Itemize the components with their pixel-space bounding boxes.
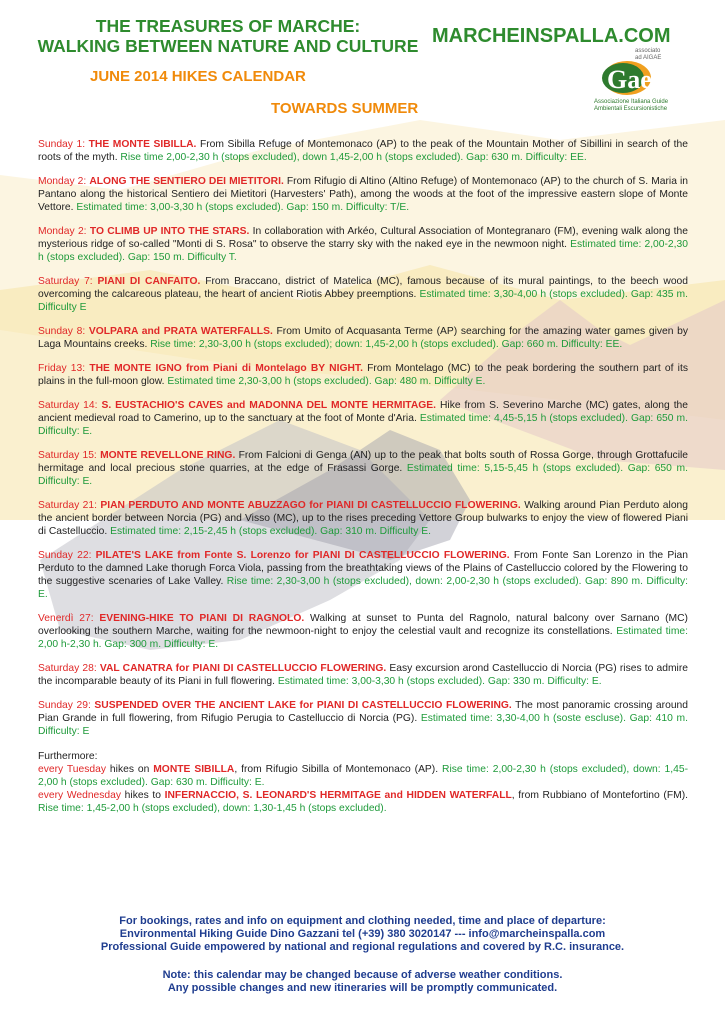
booking-contact[interactable]: Environmental Hiking Guide Dino Gazzani tel (+39) 380 3020147 --- info@marcheinspalla.com (119, 928, 606, 940)
hike-entry (38, 325, 688, 351)
hike-entry (38, 549, 688, 601)
hike-details: Estimated time: 3,30-4,00 h (stops excluded). Gap: 435 m. Difficulty E (38, 289, 688, 313)
hike-details: Estimated time 2,30-3,00 h (stops excluded). Gap: 480 m. Difficulty E. (164, 376, 486, 387)
hike-details: Estimated time: 4,45-5,15 h (stops excluded). Gap: 650 m. Difficulty: E. (38, 413, 688, 437)
hike-details: Estimated time: 5,15-5,45 h (stops excluded). Gap: 650 m. Difficulty: E. (38, 463, 688, 487)
hike-details: Rise time 2,00-2,30 h (stops excluded), down 1,45-2,00 h (stops excluded). Gap: 630 m. Difficulty: EE. (117, 152, 587, 163)
logo-assoc-line-1: associato (635, 48, 661, 54)
page-title (28, 16, 428, 56)
hike-title: ALONG THE SENTIERO DEI MIETITORI. (89, 176, 284, 187)
hike-entry (38, 399, 688, 438)
calendar-note (20, 969, 705, 995)
hike-date: Sunday 1: (38, 139, 89, 150)
furthermore-section (38, 750, 688, 815)
hike-entry (38, 225, 688, 264)
hike-description: From Braccano, district of Matelica (MC), famous because of its mural paintings, to the beech wood overcoming the calcareous plateau, the heart of ancient Riotis Abbey preemptions. (38, 276, 689, 300)
tuesday-hike (38, 763, 688, 789)
website-link[interactable]: MARCHEINSPALLA.COM (432, 25, 671, 47)
hike-entry (38, 275, 688, 314)
booking-info (20, 915, 705, 954)
hike-title: PIAN PERDUTO AND MONTE ABUZZAGO for PIANI DI CASTELLUCCIO FLOWERING. (100, 500, 521, 511)
hike-description: The most panoramic crossing around Pian Grande in full flowering, from Rifugio Perugia to Castelluccio di Norcia (PG). (38, 700, 688, 724)
hike-description: From Umito of Acquasanta Terme (AP) searching for the amazing water games given by Laga Mountains creeks. (38, 326, 688, 350)
hike-title: EVENING-HIKE TO PIANI DI RAGNOLO. (99, 613, 305, 624)
hike-details: Estimated time: 2,00-2,30 h (stops excluded). Gap: 150 m. Difficulty T. (38, 239, 688, 263)
hike-date: Monday 2: (38, 226, 90, 237)
wednesday-pre: hikes to (121, 790, 165, 801)
hike-description: From Fonte San Lorenzo in the Pian Perduto to the damned Lake thorugh Forca Viola, passing from the breathtaking views of the Plains of Castelluccio colored by the Flowering to the suggestive scenaries of Lake Valley. (38, 550, 688, 587)
wednesday-when: every Wednesday (38, 790, 122, 801)
hike-date: Saturday 15: (38, 450, 101, 461)
gae-logo-mark (594, 48, 704, 100)
hike-details: Estimated time: 3,30-4,00 h (soste escluse). Gap: 410 m. Difficulty: E (38, 713, 688, 737)
tuesday-when: every Tuesday (38, 764, 107, 775)
hike-entry (38, 362, 688, 388)
hike-date: Friday 13: (38, 363, 90, 374)
hike-date: Saturday 14: (38, 400, 102, 411)
note-line-1: Note: this calendar may be changed because of adverse weather conditions. (162, 969, 563, 981)
hike-date: Sunday 29: (38, 700, 95, 711)
tuesday-place: MONTE SIBILLA (153, 764, 235, 775)
wednesday-details: Rise time: 1,45-2,00 h (stops excluded), down: 1,30-1,45 h (stops excluded). (38, 803, 387, 814)
title-line-2: WALKING BETWEEN NATURE AND CULTURE (37, 36, 419, 56)
booking-line-1: For bookings, rates and info on equipment and clothing needed, time and place of departure: (119, 915, 606, 927)
hike-title: SUSPENDED OVER THE ANCIENT LAKE for PIANI DI CASTELLUCCIO FLOWERING. (94, 700, 512, 711)
hike-description: Easy excursion arond Castelluccio di Norcia (PG) rises to admire the incomparable beauty of its Piani in full flowering. (38, 663, 688, 687)
hike-description: Hike from S. Severino Marche (MC) gates, along the ancient medieval road to Camerino, up to the sanctuary at the foot of Monte d'Aria. (38, 400, 689, 424)
wednesday-text: , from Rubbiano of Montefortino (FM). (511, 790, 688, 801)
hike-details: Estimated time: 3,00-3,30 h (stops excluded). Gap: 330 m. Difficulty: E. (274, 676, 602, 687)
hike-title: MONTE REVELLONE RING. (100, 450, 236, 461)
hike-date: Sunday 8: (38, 326, 89, 337)
hike-title: THE MONTE SIBILLA. (88, 139, 197, 150)
booking-line-3: Professional Guide empowered by national and regional regulations and covered by R.C. insurance. (100, 941, 625, 953)
hike-description: Walking at sunset to Punta del Ragnolo, natural balcony over Sarnano (MC) overlooking the southern Marche, waiting for the newmoon-night to enjoy the celestial vault and recognize its constellations. (38, 613, 688, 637)
hike-date: Monday 2: (38, 176, 90, 187)
hike-title: VOLPARA and PRATA WATERFALLS. (88, 326, 273, 337)
hike-description: Walking around Pian Perduto along the ancient border between Norcia (PG) and Visso (MC), up to the rises preceding Vettore Group bulwarks to enjoy the view of flowered Piani di Castelluccio. (38, 500, 688, 537)
logo-mark-text: Gae (607, 65, 652, 94)
section-title: TOWARDS SUMMER (271, 100, 419, 117)
hike-date: Saturday 7: (38, 276, 98, 287)
wednesday-place: INFERNACCIO, S. LEONARD'S HERMITAGE and HIDDEN WATERFALL (164, 790, 512, 801)
hike-title: S. EUSTACHIO'S CAVES and MADONNA DEL MONTE HERMITAGE. (101, 400, 437, 411)
wednesday-hike (38, 789, 688, 815)
hike-entry (38, 499, 688, 538)
hike-date: Sunday 22: (38, 550, 96, 561)
hike-details: Rise time: 2,30-3,00 h (stops excluded), down: 2,00-2,30 h (stops excluded). Gap: 890 m. Difficulty: E. (38, 576, 688, 600)
note-line-2: Any possible changes and new itineraries will be promptly communicated. (167, 982, 558, 994)
hike-details: Rise time: 2,30-3,00 h (stops excluded); down: 1,45-2,00 h (stops excluded). Gap: 660 m. Difficulty: EE. (147, 339, 623, 350)
hike-date: Saturday 28: (38, 663, 100, 674)
tuesday-text: , from Rifugio Sibilla of Montemonaco (AP). (234, 764, 439, 775)
logo-assoc-line-2: ad AIGAE (635, 55, 662, 61)
logo-caption-2: Ambientali Escursionistiche (594, 106, 668, 112)
calendar-title: JUNE 2014 HIKES CALENDAR (90, 68, 306, 85)
hike-title: PIANI DI CANFAITO. (97, 276, 201, 287)
logo-caption-1: Associazione Italiana Guide (594, 99, 669, 105)
gae-logo (594, 48, 704, 118)
hike-date: Saturday 21: (38, 500, 101, 511)
hike-description: From Sibilla Refuge of Montemonaco (AP) to the peak of the Mountain Mother of Sibillini in search of the roots of the myth. (38, 139, 688, 163)
hike-description: From Falcioni di Genga (AN) up to the peak that bolts south of Rossa Gorge, through Grottafucile hermitage and local precious stone quarries, at the edge of Frasassi Gorge. (38, 450, 688, 474)
hike-entry (38, 449, 688, 488)
hike-entry (38, 612, 688, 651)
title-line-1: THE TREASURES OF MARCHE: (95, 16, 361, 36)
tuesday-pre: hikes on (106, 764, 154, 775)
hike-title: THE MONTE IGNO from Piani di Montelago BY NIGHT. (89, 363, 363, 374)
furthermore-label: Furthermore: (38, 751, 98, 762)
hike-entry (38, 138, 688, 164)
hike-entry (38, 699, 688, 738)
hike-details: Estimated time: 2,00 h-2,30 h. Gap: 300 m. Difficulty: E. (38, 626, 688, 650)
hike-title: PILATE'S LAKE from Fonte S. Lorenzo for PIANI DI CASTELLUCCIO FLOWERING. (95, 550, 510, 561)
hike-description: From Rifugio di Altino (Altino Refuge) of Montemonaco (AP) to the church of S. Maria in Pantano along the historical Sentiero dei Mietitori (Harvesters' Path), among the woods at the foot of the impressive eastern slope of Monte Vettore. (38, 176, 689, 213)
hike-title: TO CLIMB UP INTO THE STARS. (89, 226, 250, 237)
hike-details: Estimated time: 3,00-3,30 h (stops excluded). Gap: 150 m. Difficulty: T/E. (73, 202, 410, 213)
hike-description: In collaboration with Arkéo, Cultural Association of Montegranaro (FM), evening walk along the mysterious ridge of so-called "Monti di S. Rosa" to observe the starry sky with the naked eye in the newmoon night. (38, 226, 688, 250)
hike-title: VAL CANATRA for PIANI DI CASTELLUCCIO FLOWERING. (99, 663, 387, 674)
hike-entry (38, 175, 688, 214)
tuesday-details: Rise time: 2,00-2,30 h (stops excluded), down: 1,45-2,00 h (stops excluded). Gap: 630 m. Difficulty: E. (38, 764, 688, 788)
hike-entry (38, 662, 688, 688)
hikes-list (38, 138, 688, 815)
hike-date: Venerdì 27: (38, 613, 100, 624)
hike-details: Estimated time: 2,15-2,45 h (stops excluded). Gap: 310 m. Difficulty E. (107, 526, 431, 537)
hike-description: From Montelago (MC) to the peak bordering the southern part of its plains in the full-moon glow. (38, 363, 688, 387)
